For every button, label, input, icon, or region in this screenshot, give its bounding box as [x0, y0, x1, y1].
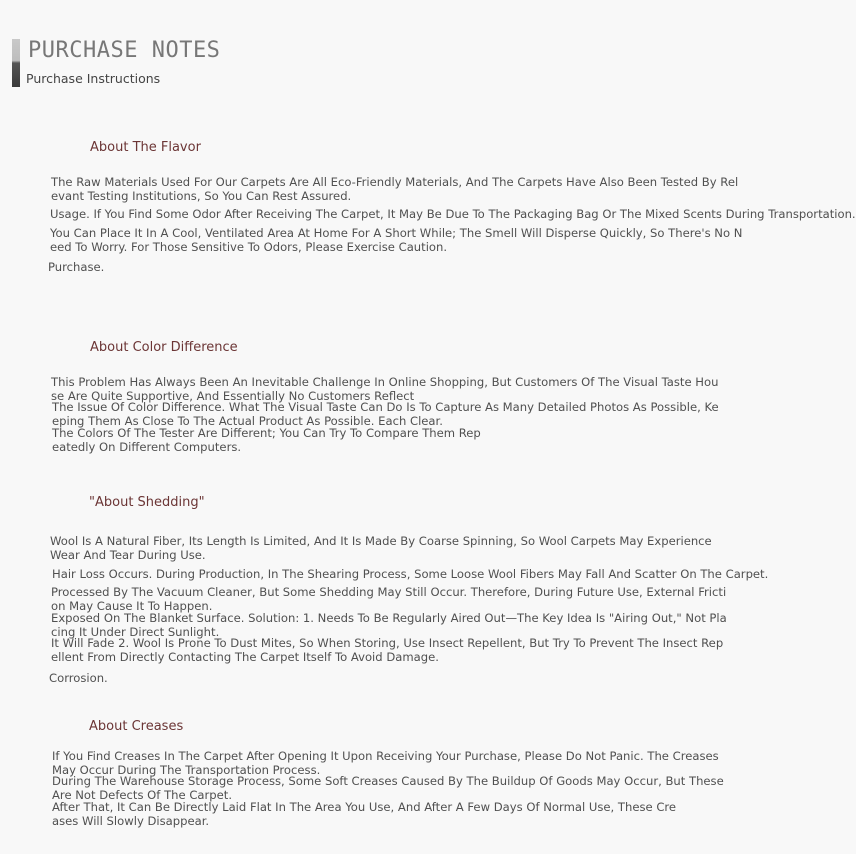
color-paragraph-3: The Colors Of The Tester Are Different; You Can Try To Compare Them Rep eatedly On Different Computers.	[52, 426, 481, 454]
flavor-paragraph-4: Purchase.	[48, 260, 105, 274]
creases-paragraph-2: During The Warehouse Storage Process, Some Soft Creases Caused By The Buildup Of Goods May Occur, But These Are Not Defects Of The Carpet.	[52, 774, 724, 802]
shedding-paragraph-3: Processed By The Vacuum Cleaner, But Some Shedding May Still Occur. Therefore, During Future Use, External Fricti on May Cause It To Happen.	[51, 585, 727, 613]
flavor-paragraph-1: The Raw Materials Used For Our Carpets Are All Eco-Friendly Materials, And The Carpets Have Also Been Tested By Rel evant Testing Institutions, So You Can Rest Assured.	[51, 175, 739, 203]
shedding-paragraph-5: It Will Fade 2. Wool Is Prone To Dust Mites, So When Storing, Use Insect Repellent, But Try To Prevent The Insect Rep ellent From Directly Contacting The Carpet Itself To Avoid Damage.	[51, 636, 724, 664]
shedding-paragraph-4: Exposed On The Blanket Surface. Solution: 1. Needs To Be Regularly Aired Out—The Key Idea Is "Airing Out," Not Pla cing It Under Direct Sunlight.	[51, 611, 727, 639]
shedding-paragraph-1: Wool Is A Natural Fiber, Its Length Is Limited, And It Is Made By Coarse Spinning, So Wool Carpets May Experience Wear And Tear During Use.	[50, 534, 712, 562]
color-paragraph-1: This Problem Has Always Been An Inevitable Challenge In Online Shopping, But Customers Of The Visual Taste Hou se Are Quite Supportive, And Essentially No Customers Reflect	[51, 375, 719, 403]
page-title: PURCHASE NOTES	[28, 38, 221, 63]
section-title-creases: About Creases	[89, 719, 184, 734]
creases-paragraph-3: After That, It Can Be Directly Laid Flat In The Area You Use, And After A Few Days Of Normal Use, These Cre ases Will Slowly Disappear.	[52, 800, 677, 828]
page-subtitle: Purchase Instructions	[26, 71, 161, 86]
section-title-color-difference: About Color Difference	[90, 340, 238, 355]
shedding-paragraph-6: Corrosion.	[49, 671, 108, 685]
shedding-paragraph-2: Hair Loss Occurs. During Production, In The Shearing Process, Some Loose Wool Fibers May Fall And Scatter On The Carpet.	[52, 567, 769, 581]
header-accent-bar	[12, 39, 20, 87]
flavor-paragraph-3: You Can Place It In A Cool, Ventilated Area At Home For A Short While; The Smell Will Disperse Quickly, So There's No N eed To Worry. For Those Sensitive To Odors, Please Exercise Caution.	[50, 226, 743, 254]
flavor-paragraph-2: Usage. If You Find Some Odor After Receiving The Carpet, It May Be Due To The Packaging Bag Or The Mixed Scents During Transportation.	[50, 207, 856, 221]
section-title-flavor: About The Flavor	[90, 140, 201, 155]
section-title-shedding: "About Shedding"	[89, 495, 205, 510]
creases-paragraph-1: If You Find Creases In The Carpet After Opening It Upon Receiving Your Purchase, Please Do Not Panic. The Creases May Occur During The Transportation Process.	[52, 749, 719, 777]
color-paragraph-2: The Issue Of Color Difference. What The Visual Taste Can Do Is To Capture As Many Detailed Photos As Possible, Ke eping Them As Close To The Actual Product As Possible. Each Clear.	[52, 400, 719, 428]
